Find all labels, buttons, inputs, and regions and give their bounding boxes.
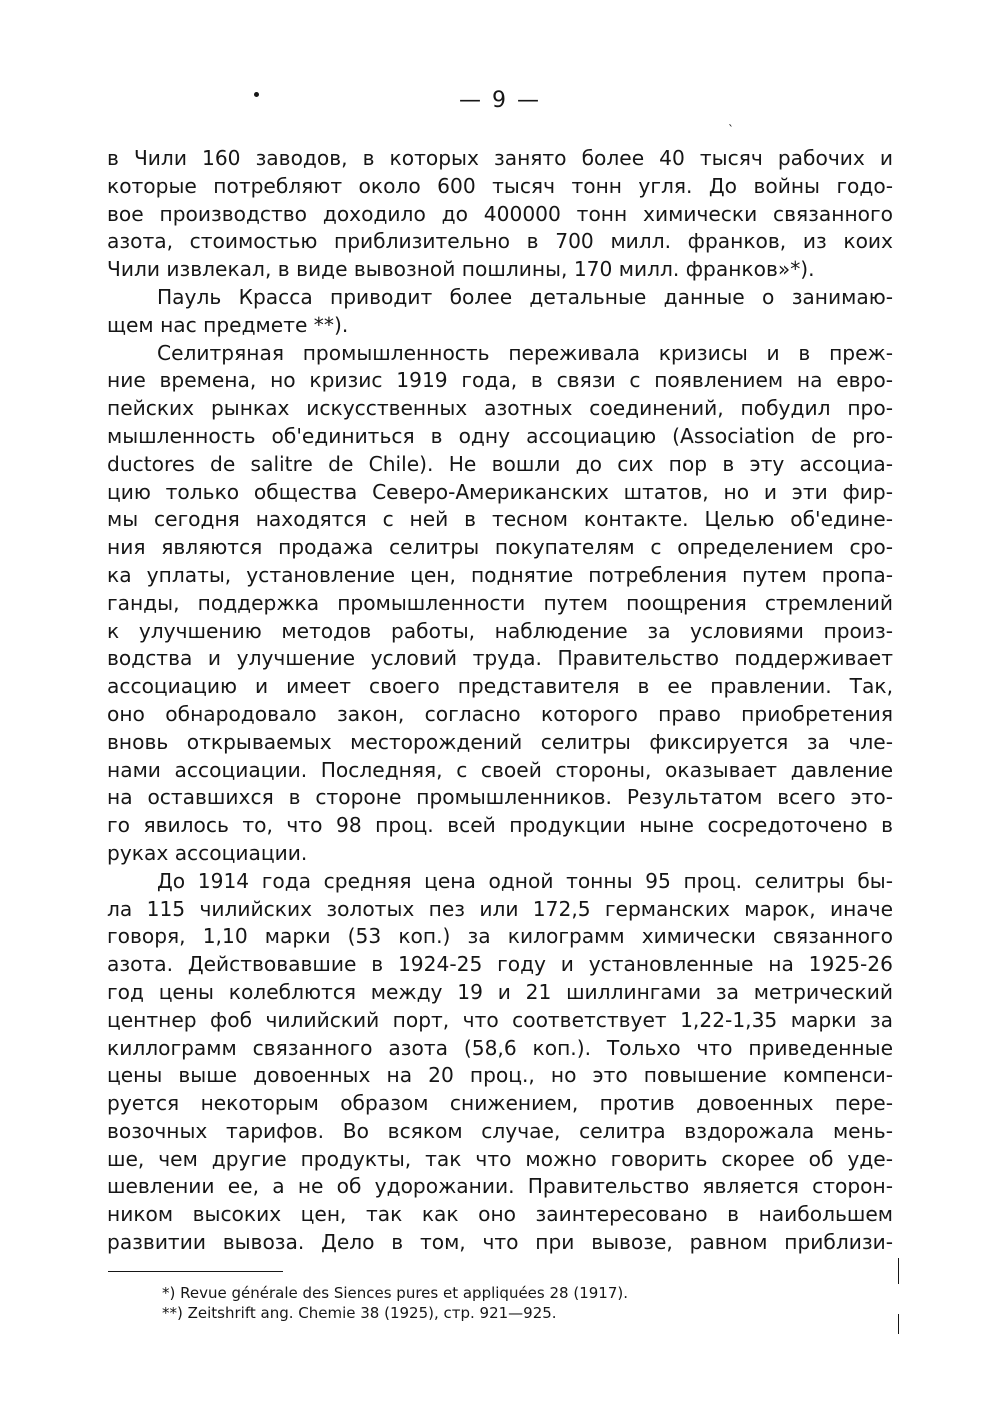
text-line: шевлении ее, а не об удорожании. Правительство является сторон- <box>107 1174 893 1199</box>
text-line: центнер фоб чилийский порт, что соответствует 1,22-1,35 марки за <box>107 1007 893 1032</box>
text-line: мышленность об'единиться в одну ассоциацию (Association de pro- <box>107 423 893 448</box>
print-speck-mark: ` <box>728 123 734 137</box>
text-line: руках ассоциации. <box>107 840 308 865</box>
footnote: **) Zeitshrift ang. Chemie 38 (1925), стр. 921—925. <box>162 1304 557 1322</box>
text-line: азота, стоимостью приблизительно в 700 милл. франков, из коих <box>107 229 893 254</box>
text-line: которые потребляют около 600 тысяч тонн угля. До войны годо- <box>107 173 893 198</box>
footnotes <box>162 1283 862 1323</box>
text-line: на оставшихся в стороне промышленников. Результатом всего это- <box>107 785 893 810</box>
main-text <box>107 145 893 1257</box>
text-line: щем нас предмете **). <box>107 312 349 337</box>
text-line: говоря, 1,10 марки (53 коп.) за килограмм химически связанного <box>107 924 893 949</box>
text-line: возочных тарифов. Во всяком случае, селитра вздорожала мень- <box>107 1118 893 1143</box>
text-line: вое производство доходило до 400000 тонн химически связанного <box>107 201 893 226</box>
text-line: цены выше довоенных на 20 проц., но это повышение компенси- <box>107 1063 893 1088</box>
text-line: Чили извлекал, в виде вывозной пошлины, 170 милл. франков»*). <box>107 257 815 282</box>
text-line: ния являются продажа селитры покупателям с определением сро- <box>107 535 893 560</box>
text-line: ганды, поддержка промышленности путем поощрения стремлений <box>107 590 893 615</box>
text-line: водства и улучшение условий труда. Правительство поддерживает <box>107 646 893 671</box>
text-line: го явилось то, что 98 проц. всей продукции ныне сосредоточено в <box>107 813 893 838</box>
text-line: оно обнародовало закон, согласно которого право приобретения <box>107 701 893 726</box>
text-line: Селитряная промышленность переживала кризисы и в преж- <box>157 340 893 365</box>
text-line: пейских рынках искусственных азотных соединений, побудил про- <box>107 396 893 421</box>
text-line: Пауль Красса приводит более детальные данные о занимаю- <box>157 284 893 309</box>
text-line: руется некоторым образом снижением, против довоенных пере- <box>107 1091 893 1116</box>
text-line: в Чили 160 заводов, в которых занято более 40 тысяч рабочих и <box>107 146 893 170</box>
text-line: нами ассоциации. Последняя, с своей стороны, оказывает давление <box>107 757 893 782</box>
text-line: цию только общества Северо-Американских штатов, но и эти фир- <box>107 479 893 504</box>
text-line: год цены колеблются между 19 и 21 шиллингами за метрический <box>107 979 893 1004</box>
text-line: азота. Действовавшие в 1924-25 году и установленные на 1925-26 <box>107 952 893 977</box>
page-number: — 9 — <box>459 88 541 113</box>
text-line: ка уплаты, установление цен, поднятие потребления путем пропа- <box>107 562 893 587</box>
scan-edge-mark <box>898 1314 899 1334</box>
text-line: ductores de salitre de Chile). Не вошли до сих пор в эту ассоциа- <box>107 451 893 476</box>
text-line: киллограмм связанного азота (58,6 коп.). Тольхо что приведенные <box>107 1035 893 1060</box>
footnote-divider <box>108 1271 283 1272</box>
text-line: ла 115 чилийских золотых пез или 172,5 германских марок, иначе <box>107 896 893 921</box>
text-line: мы сегодня находятся с ней в тесном контакте. Целью об'едине- <box>107 507 893 532</box>
text-line: До 1914 года средняя цена одной тонны 95 проц. селитры бы- <box>157 868 893 893</box>
scan-edge-mark <box>898 1258 899 1284</box>
text-line: ние времена, но кризис 1919 года, в связи с появлением на евро- <box>107 368 893 393</box>
footnote: *) Revue générale des Siences pures et appliquées 28 (1917). <box>162 1284 628 1302</box>
text-line: к улучшению методов работы, наблюдение за условиями произ- <box>107 618 893 643</box>
text-line: ником высоких цен, так как оно заинтересовано в наибольшем <box>107 1202 893 1227</box>
text-line: вновь открываемых месторождений селитры фиксируется за чле- <box>107 729 893 754</box>
text-line: ассоциацию и имеет своего представителя в ее правлении. Так, <box>107 674 893 699</box>
text-line: развитии вывоза. Дело в том, что при вывозе, равном приблизи- <box>107 1230 893 1255</box>
text-line: ше, чем другие продукты, так что можно говорить скорее об уде- <box>107 1146 893 1171</box>
